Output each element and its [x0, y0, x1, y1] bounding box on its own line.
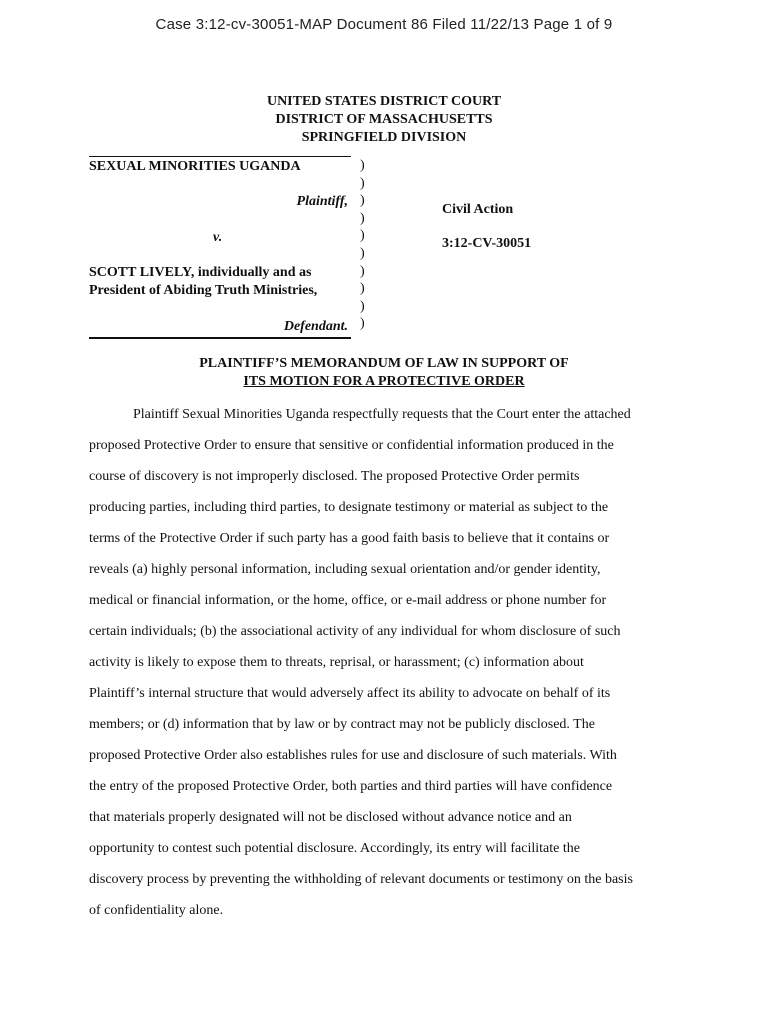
plaintiff-name: SEXUAL MINORITIES UGANDA — [89, 159, 301, 174]
defendant-name-line: SCOTT LIVELY, individually and as — [89, 265, 312, 280]
body-line: opportunity to contest such potential disclosure. Accordingly, its entry will facilitate the — [89, 841, 580, 856]
case-caption — [89, 156, 689, 341]
court-heading — [0, 93, 768, 147]
body-line: the entry of the proposed Protective Order, both parties and third parties will have confidence — [89, 779, 613, 794]
caption-top-rule — [89, 156, 351, 157]
court-division: SPRINGFIELD DIVISION — [301, 130, 467, 145]
body-line: members; or (d) information that by law or by contract may not be publicly disclosed. The — [89, 717, 595, 732]
caption-paren-column — [360, 157, 365, 333]
caption-paren: ) — [360, 158, 365, 173]
body-line: proposed Protective Order also establishes rules for use and disclosure of such materials. With — [89, 748, 617, 763]
versus-label: v. — [213, 230, 223, 245]
body-line: medical or financial information, or the home, office, or e-mail address or phone number for — [89, 593, 607, 608]
memorandum-title — [0, 355, 768, 391]
body-line: discovery process by preventing the withholding of relevant documents or testimony on the basis — [89, 872, 633, 887]
body-line: Plaintiff’s internal structure that would adversely affect its ability to advocate on behalf of its — [89, 686, 611, 701]
caption-paren: ) — [360, 245, 365, 261]
body-line: course of discovery is not improperly disclosed. The proposed Protective Order permits — [89, 469, 580, 484]
defendant-name-line: President of Abiding Truth Ministries, — [89, 283, 318, 298]
civil-action-label: Civil Action — [442, 202, 514, 217]
body-line: reveals (a) highly personal information, including sexual orientation and/or gender identity, — [89, 562, 601, 577]
caption-bottom-rule — [89, 337, 351, 339]
body-line: of confidentiality alone. — [89, 903, 224, 918]
body-paragraph — [89, 399, 681, 926]
body-line: terms of the Protective Order if such party has a good faith basis to believe that it contains or — [89, 531, 610, 546]
caption-paren: ) — [360, 281, 365, 297]
body-line: Plaintiff Sexual Minorities Uganda respectfully requests that the Court enter the attached — [133, 407, 631, 422]
court-name: UNITED STATES DISTRICT COURT — [266, 94, 502, 109]
filing-stamp: Case 3:12-cv-30051-MAP Document 86 Filed 11/22/13 Page 1 of 9 — [155, 16, 613, 33]
body-line: certain individuals; (b) the associational activity of any individual for whom disclosure of such — [89, 624, 621, 639]
caption-paren: ) — [360, 316, 365, 332]
case-number: 3:12-CV-30051 — [442, 236, 532, 251]
caption-paren: ) — [360, 298, 365, 314]
memorandum-title-line: PLAINTIFF’S MEMORANDUM OF LAW IN SUPPORT OF — [199, 356, 569, 371]
body-line: that materials properly designated will not be disclosed without advance notice and an — [89, 810, 572, 825]
caption-paren: ) — [360, 210, 365, 226]
defendant-name — [89, 264, 317, 300]
caption-paren: ) — [360, 193, 365, 209]
memorandum-title-line: ITS MOTION FOR A PROTECTIVE ORDER — [243, 374, 525, 389]
plaintiff-role: Plaintiff, — [296, 194, 348, 209]
court-district: DISTRICT OF MASSACHUSETTS — [275, 112, 493, 127]
body-line: activity is likely to expose them to threats, reprisal, or harassment; (c) information about — [89, 655, 584, 670]
caption-paren: ) — [360, 263, 365, 279]
body-line: proposed Protective Order to ensure that sensitive or confidential information produced in the — [89, 438, 614, 453]
caption-paren: ) — [360, 228, 365, 244]
caption-paren: ) — [360, 175, 365, 191]
body-line: producing parties, including third parties, to designate testimony or material as subject to the — [89, 500, 609, 515]
defendant-role: Defendant. — [283, 319, 348, 334]
